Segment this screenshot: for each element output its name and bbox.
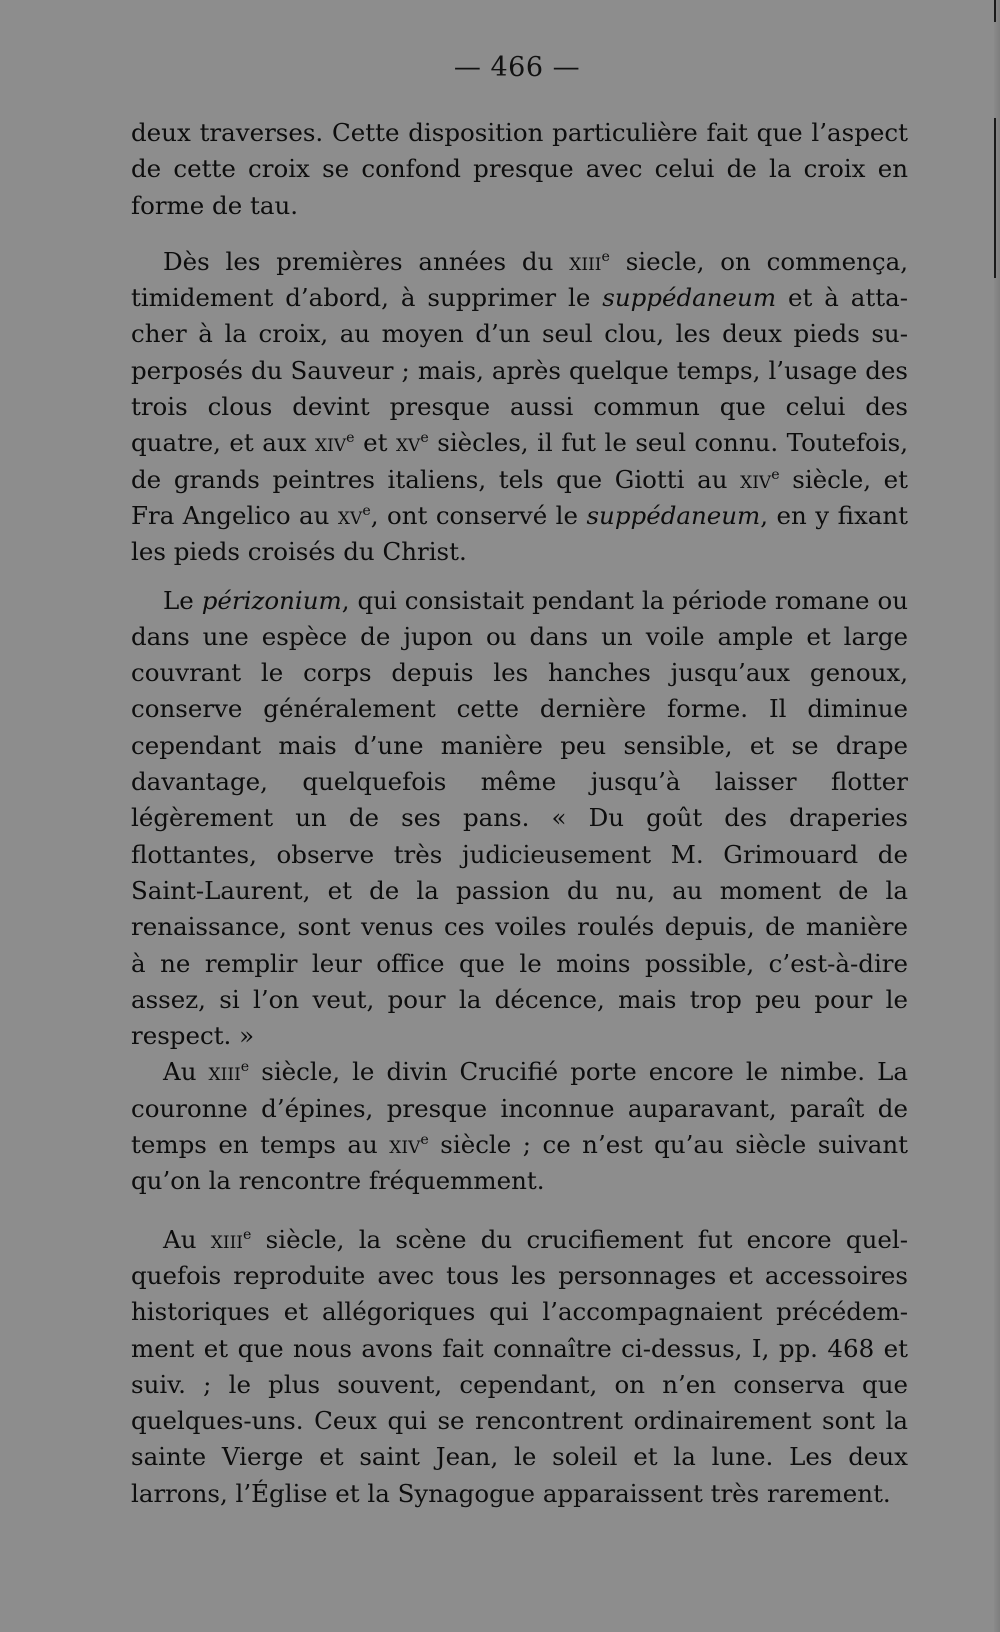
superscript: e (420, 1132, 429, 1149)
italic-term: suppédaneum (602, 283, 777, 313)
superscript: e (362, 503, 371, 520)
text-run: siècle, le divin Crucifié porte encore le nimbe. La couronne d’épines, presque inconnue auparavant, paraît de temps en temps au (131, 1057, 908, 1160)
superscript: e (346, 430, 355, 447)
century-numeral: xiii (210, 1224, 243, 1254)
century-numeral: xiv (315, 428, 347, 458)
text-run: siècle, la scène du crucifiement fut encore quelquefois reproduite avec tous les personnages et accessoires historiques et allégoriques qui l’accompagnaient précédemment et que nous avons fait connaître ci-dessus, I, pp. 468 et suiv. ; le plus souvent, cependant, on n’en conserva que quelques-uns. Ceux qui se rencontrent ordinairement sont la sainte Vierge et saint Jean, le soleil et la lune. Les deux larrons, l’Église et la Synagogue apparaissent très rarement. (131, 1224, 908, 1508)
text-run: Le (163, 585, 202, 615)
text-run: et à attacher à la croix, au moyen d’un seul clou, les deux pieds superposés du Sauveur ; mais, après quelque temps, l’usage des trois clous devint presque aussi commun que celui des quatre, et aux (131, 283, 908, 458)
century-numeral: xiv (389, 1130, 421, 1160)
text-run: siècle ; ce n’est qu’au siècle suivant qu’on la rencontre fréquemment. (131, 1130, 908, 1196)
italic-term: périzonium (201, 585, 342, 615)
text-run: siècles, il fut le seul connu. Toutefois, de grands peintres italiens, tels que Giotti au (131, 428, 909, 494)
text-run: , ont conservé le (370, 500, 587, 530)
text-run: siecle, on commença, timidement d’abord, à supprimer le (131, 246, 908, 313)
century-numeral: xiii (208, 1057, 241, 1087)
century-numeral: xv (395, 428, 421, 458)
text-run: , en y fixant les pieds croisés du Christ. (131, 500, 908, 567)
text-run: et (354, 428, 396, 458)
century-numeral: xiii (569, 246, 602, 276)
century-numeral: xv (337, 500, 363, 530)
text-run: Dès les premières années du (163, 246, 570, 276)
superscript: e (601, 249, 610, 266)
superscript: e (771, 466, 780, 483)
century-numeral: xiv (740, 464, 772, 494)
superscript: e (240, 1059, 250, 1076)
page-number: — 466 — (453, 52, 581, 83)
text-run: deux traverses. Cette disposition particulière fait que l’aspect de cette croix se confond presque avec celui de la croix en forme de tau. (131, 118, 908, 220)
text-run: siècle, et Fra Angelico au (131, 464, 908, 530)
edge-mark-middle (994, 118, 996, 278)
paragraph-1 (131, 115, 908, 224)
text-run: Au (163, 1224, 211, 1254)
paragraph-4 (131, 1054, 908, 1199)
page-edge (994, 0, 1000, 1632)
paragraph-3 (131, 583, 908, 1055)
paragraph-2 (131, 244, 908, 571)
paragraph-5 (131, 1222, 908, 1512)
text-run: Au (163, 1057, 209, 1087)
edge-mark-top (994, 0, 996, 22)
superscript: e (420, 430, 429, 447)
text-run: , qui consistait pendant la période romane ou dans une espèce de jupon ou dans un voile ample et large couvrant le corps depuis les hanches jusqu’aux genoux, conserve généralement cette dernière forme. Il diminue cependant mais d’une manière peu sensible, et se drape davantage, quelquefois même jusqu’à laisser flotter légèrement un de ses pans. « Du goût des draperies flottantes, observe très judicieusement M. Grimouard de Saint-Laurent, et de la passion du nu, au moment de la renaissance, sont venus ces voiles roulés depuis, de manière à ne remplir leur office que le moins possible, c’est-à-dire assez, si l’on veut, pour la décence, mais trop peu pour le respect. » (131, 585, 908, 1051)
body-text (131, 115, 908, 1512)
superscript: e (243, 1226, 252, 1243)
italic-term: suppédaneum (586, 500, 761, 530)
